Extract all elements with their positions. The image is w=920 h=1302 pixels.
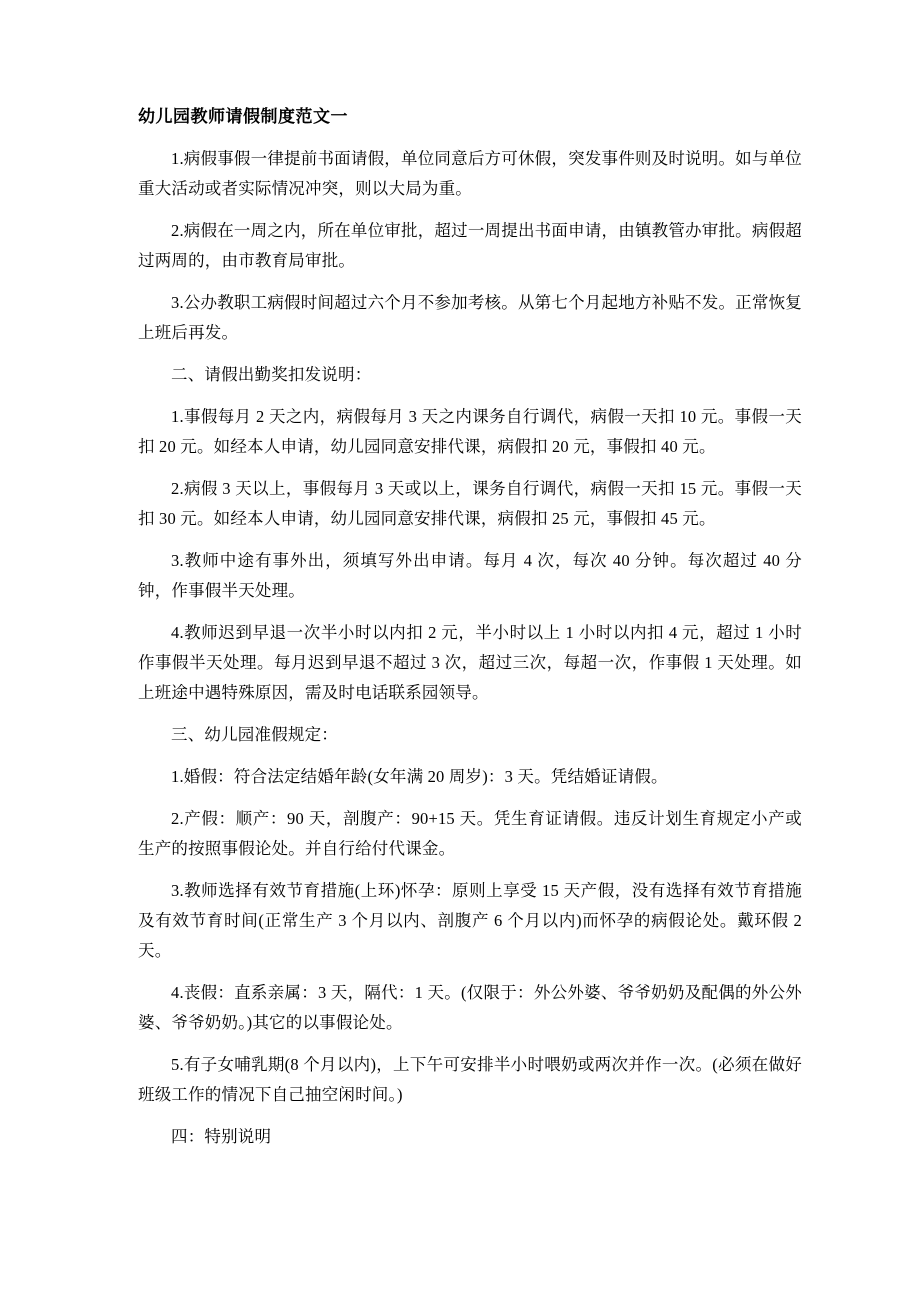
section-heading: 四：特别说明 xyxy=(171,1127,272,1146)
document-body xyxy=(138,144,802,1152)
paragraph: 2.病假 3 天以上，事假每月 3 天或以上，课务自行调代，病假一天扣 15 元。事假一天扣 30 元。如经本人申请，幼儿园同意安排代课，病假扣 25 元，事假扣 45 元。 xyxy=(138,479,802,528)
paragraph: 2.病假在一周之内，所在单位审批，超过一周提出书面申请，由镇教管办审批。病假超过两周的，由市教育局审批。 xyxy=(138,221,802,270)
paragraph: 3.教师选择有效节育措施(上环)怀孕：原则上享受 15 天产假，没有选择有效节育措施及有效节育时间(正常生产 3 个月以内、剖腹产 6 个月以内)而怀孕的病假论处。戴环假 2 天。 xyxy=(138,881,802,960)
section-heading: 三、幼儿园准假规定： xyxy=(171,725,338,744)
paragraph: 3.教师中途有事外出，须填写外出申请。每月 4 次，每次 40 分钟。每次超过 40 分钟，作事假半天处理。 xyxy=(138,551,802,600)
page-title: 幼儿园教师请假制度范文一 xyxy=(138,107,348,126)
paragraph: 2.产假：顺产：90 天，剖腹产：90+15 天。凭生育证请假。违反计划生育规定小产或生产的按照事假论处。并自行给付代课金。 xyxy=(138,809,802,858)
paragraph: 4.丧假：直系亲属：3 天，隔代：1 天。(仅限于：外公外婆、爷爷奶奶及配偶的外公外婆、爷爷奶奶。)其它的以事假论处。 xyxy=(138,983,802,1032)
paragraph: 5.有子女哺乳期(8 个月以内)，上下午可安排半小时喂奶或两次并作一次。(必须在做好班级工作的情况下自己抽空闲时间。) xyxy=(138,1055,802,1104)
paragraph: 4.教师迟到早退一次半小时以内扣 2 元，半小时以上 1 小时以内扣 4 元，超过 1 小时作事假半天处理。每月迟到早退不超过 3 次，超过三次，每超一次，作事假 1 天处理。如上班途中遇特殊原因，需及时电话联系园领导。 xyxy=(138,623,802,702)
paragraph: 3.公办教职工病假时间超过六个月不参加考核。从第七个月起地方补贴不发。正常恢复上班后再发。 xyxy=(138,293,802,342)
paragraph: 1.事假每月 2 天之内，病假每月 3 天之内课务自行调代，病假一天扣 10 元。事假一天扣 20 元。如经本人申请，幼儿园同意安排代课，病假扣 20 元，事假扣 40 元。 xyxy=(138,407,802,456)
paragraph: 1.婚假：符合法定结婚年龄(女年满 20 周岁)：3 天。凭结婚证请假。 xyxy=(171,767,668,786)
section-heading: 二、请假出勤奖扣发说明： xyxy=(171,365,372,384)
paragraph: 1.病假事假一律提前书面请假，单位同意后方可休假，突发事件则及时说明。如与单位重大活动或者实际情况冲突，则以大局为重。 xyxy=(138,149,802,198)
